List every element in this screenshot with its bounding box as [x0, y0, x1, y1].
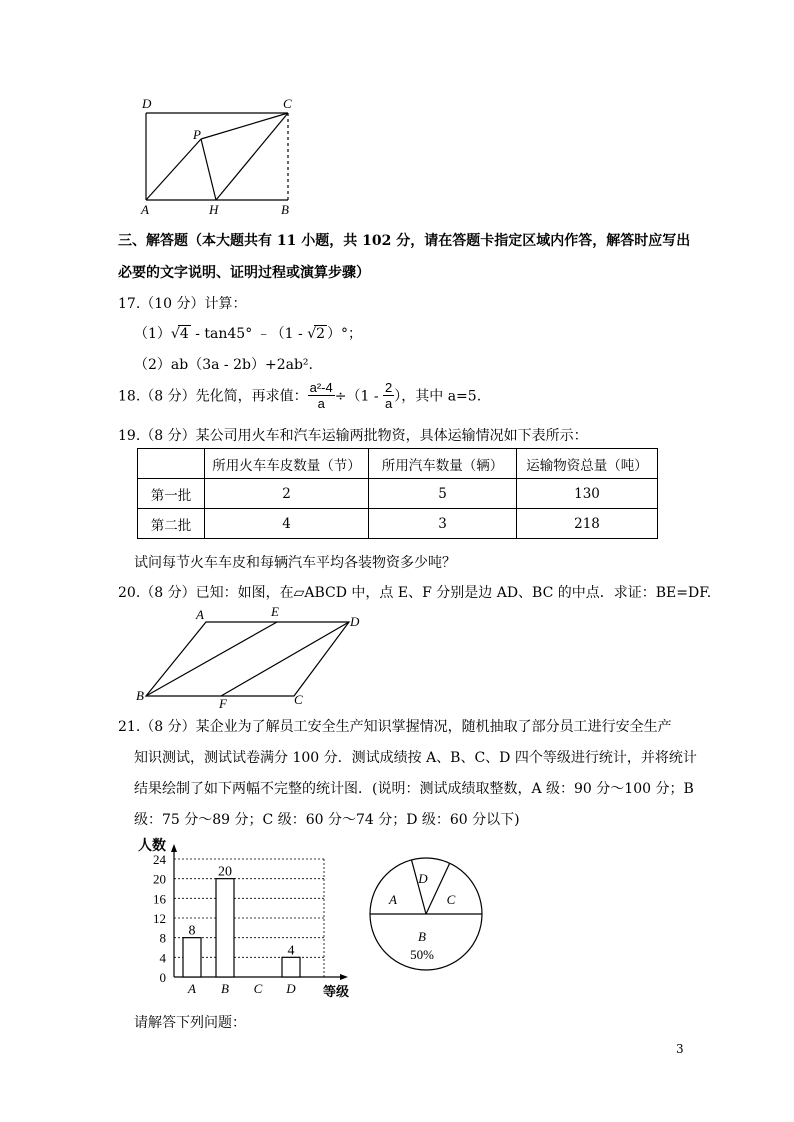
page-number: 3 [676, 1042, 684, 1056]
label-C: C [294, 692, 303, 707]
q17-head: 17.（10 分）计算： [118, 296, 247, 312]
parallelogram-figure [134, 602, 364, 710]
sqrt-sign: √ [170, 326, 180, 342]
y-tick-label: 16 [153, 891, 166, 907]
q21-line2: 知识测试，测试试卷满分 100 分．测试成绩按 A、B、C、D 四个等级进行统计，并将统计 [134, 750, 697, 766]
label-B: B [136, 688, 144, 703]
q18-line [118, 380, 481, 411]
q17-part1 [134, 323, 362, 343]
section-heading-cont: 必要的文字说明、证明过程或演算步骤） [118, 265, 370, 281]
q21-line3: 结果绘制了如下两幅不完整的统计图．(说明：测试成绩取整数，A 级：90 分～100 分；B [134, 781, 694, 797]
x-tick-label: D [286, 981, 296, 996]
y-tick-label: 8 [159, 930, 166, 946]
table-cell: 5 [369, 479, 517, 509]
bar-chart [128, 836, 358, 998]
label-D: D [142, 96, 152, 111]
rectangle-figure [135, 92, 305, 218]
pie-slice-label: C [446, 892, 456, 907]
table-cell: 130 [517, 479, 658, 509]
q18-frac1-den: a [317, 396, 325, 411]
q20-head: 20.（8 分）已知：如图，在▱ABCD 中，点 E、F 分别是边 AD、BC 的中点．求证：BE=DF. [118, 585, 712, 601]
q18-mid: ÷（1 - [334, 388, 384, 405]
x-tick-label: B [221, 981, 229, 996]
table-cell: 218 [517, 509, 658, 539]
sqrt-sign-2: √ [307, 326, 317, 342]
x-axis-arrow [340, 974, 348, 980]
q17-p1-prefix: （1） [134, 326, 171, 342]
label-P: P [193, 127, 201, 142]
table-header-row [138, 449, 658, 479]
y-tick-label: 12 [153, 911, 166, 926]
table-cell: 第二批 [138, 509, 205, 539]
bar [282, 957, 300, 977]
pie-slice-label: A [389, 892, 397, 907]
label-E: E [271, 604, 279, 619]
bar [183, 938, 201, 977]
q17-p1-end: ）°； [327, 326, 363, 342]
table-cell: 第一批 [138, 479, 205, 509]
q21-line4: 级：75 分～89 分；C 级：60 分～74 分；D 级：60 分以下) [134, 812, 520, 828]
label-D: D [350, 614, 360, 629]
q21-after: 请解答下列问题： [134, 1015, 246, 1031]
q21-line1: 21.（8 分）某企业为了解员工安全生产知识掌握情况，随机抽取了部分员工进行安全生产 [118, 719, 672, 735]
transport-table [137, 448, 658, 539]
label-C: C [283, 96, 292, 111]
q17-p1-mid: - tan45° ﹣（1 - [190, 326, 308, 342]
table-row [138, 479, 658, 509]
bar [216, 879, 234, 977]
y-tick-label: 4 [159, 950, 166, 966]
label-B: B [281, 202, 289, 217]
y-tick-label: 24 [153, 852, 166, 867]
q19-head: 19.（8 分）某公司用火车和汽车运输两批物资，具体运输情况如下表所示： [118, 428, 588, 444]
q18-fraction-2 [383, 380, 394, 411]
table-header-cell: 所用汽车数量（辆） [369, 449, 517, 479]
table-cell: 3 [369, 509, 517, 539]
y-axis-label: 人数 [138, 839, 166, 854]
y-axis-arrow [171, 844, 177, 852]
q18-head: 18.（8 分）先化简，再求值： [118, 388, 308, 405]
table-row [138, 509, 658, 539]
label-H: H [209, 202, 219, 217]
table-cell: 4 [205, 509, 369, 539]
pie-chart [362, 852, 492, 976]
q18-frac1-num: a²-4 [309, 380, 333, 395]
pie-slice-label: B [418, 929, 426, 944]
pie-slice-label: D [418, 871, 428, 886]
bar-data-label: 4 [287, 943, 295, 959]
table-header-cell: 运输物资总量（吨） [517, 449, 658, 479]
q17-p1-root2: 2 [316, 326, 326, 342]
q18-frac2-num: 2 [385, 380, 393, 395]
table-header-cell: 所用火车车皮数量（节） [205, 449, 369, 479]
x-axis-label: 等级 [323, 984, 350, 998]
q18-frac2-den: a [385, 396, 393, 411]
q17-p1-root: 4 [179, 326, 189, 342]
label-A: A [141, 202, 149, 217]
pie-percent-label: 50% [410, 947, 434, 962]
x-tick-label: A [188, 981, 196, 996]
bar-data-label: 8 [188, 923, 196, 939]
q18-tail: ），其中 a=5. [394, 388, 482, 405]
table-cell: 2 [205, 479, 369, 509]
y-tick-label: 20 [153, 871, 166, 887]
bar-data-label: 20 [218, 864, 232, 880]
x-tick-label: C [253, 981, 263, 996]
section-heading: 三、解答题（本大题共有 11 小题，共 102 分，请在答题卡指定区域内作答，解答时应写出 [118, 233, 691, 249]
table-header-cell [138, 449, 205, 479]
label-A: A [196, 607, 204, 622]
q18-fraction-1 [308, 380, 335, 411]
y-tick-label: 0 [159, 970, 166, 985]
q17-part2: （2）ab（3a - 2b）+2ab². [134, 357, 313, 373]
q19-question: 试问每节火车车皮和每辆汽车平均各装物资多少吨？ [134, 555, 456, 571]
label-F: F [219, 696, 227, 710]
